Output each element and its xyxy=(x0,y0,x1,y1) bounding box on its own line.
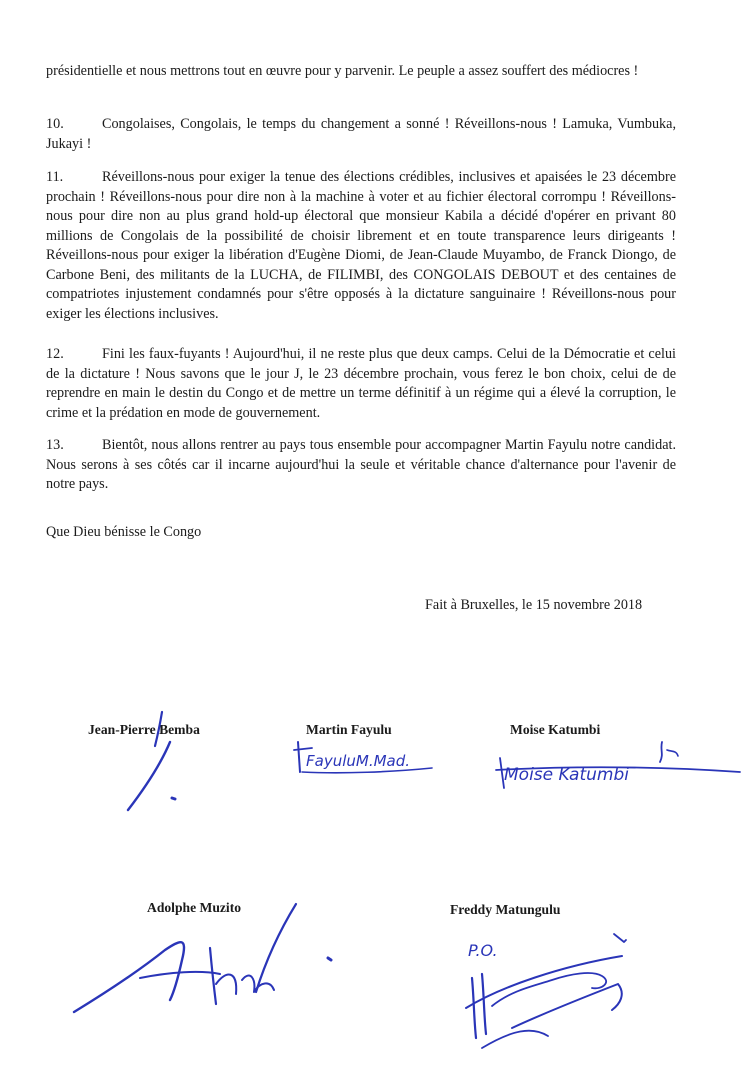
signature-fayulu xyxy=(292,738,442,778)
item-text: Bientôt, nous allons rentrer au pays tous ensemble pour accompagner Martin Fayulu notre candidat. Nous serons à ses côtés car il incarne aujourd'hui la seule et véritable chance d'alternance pour l'avenir de notre pays. xyxy=(46,437,676,492)
signatory-name-bemba: Jean-Pierre Bemba xyxy=(88,722,200,737)
signature-fayulu-text: FayuluM.Mad. xyxy=(306,752,411,770)
item-number: 11. xyxy=(46,169,64,185)
list-item-10 xyxy=(46,115,676,154)
signature-bemba xyxy=(110,706,200,816)
intro-text: présidentielle et nous mettrons tout en œuvre pour y parvenir. Le peuple a assez souffert des médiocres ! xyxy=(46,63,639,79)
signatory-name-fayulu: Martin Fayulu xyxy=(306,722,392,737)
item-text: Congolaises, Congolais, le temps du changement a sonné ! Réveillons-nous ! Lamuka, Vumbuka, Jukayi ! xyxy=(46,116,676,152)
place-date: Fait à Bruxelles, le 15 novembre 2018 xyxy=(425,597,643,613)
item-number: 13. xyxy=(46,437,64,453)
list-item-13 xyxy=(46,436,676,495)
signature-matungulu xyxy=(452,930,652,1050)
list-item-12 xyxy=(46,345,676,423)
signatory-name-matungulu: Freddy Matungulu xyxy=(450,902,561,917)
signatory-name-katumbi: Moise Katumbi xyxy=(510,722,601,737)
signature-matungulu-po: P.O. xyxy=(468,941,498,960)
item-number: 12. xyxy=(46,346,64,362)
intro-continuation xyxy=(46,62,676,82)
signature-katumbi xyxy=(492,740,742,800)
item-text: Réveillons-nous pour exiger la tenue des élections crédibles, inclusives et apaisées le 23 décembre prochain ! Réveillons-nous pour dire non à la machine à voter et au fichier électoral corrompu ! Réveillons-nous pour dire non au plus grand hold-up électoral que monsieur Kabila a décidé d'opérer en privant 80 millions de Congolais de la possibilité de choisir librement et en toute transparence leurs dirigeants ! Réveillons-nous pour exiger la libération d'Eugène Diomi, de Jean-Claude Muyambo, de Franck Diongo, de Carbone Beni, des militants de la LUCHA, de FILIMBI, des CONGOLAIS DEBOUT et des centaines de compatriotes injustement condamnés pour s'être opposés à la dictature sanguinaire ! Réveillons-nous pour exiger les élections inclusives. xyxy=(46,169,676,322)
signature-katumbi-text: Moise Katumbi xyxy=(504,765,629,785)
item-number: 10. xyxy=(46,116,64,132)
item-text: Fini les faux-fuyants ! Aujourd'hui, il ne reste plus que deux camps. Celui de la Démocratie et celui de la dictature ! Nous savons que le jour J, le 23 décembre prochain, vous ferez le bon choix, celui de de reprendre en main le destin du Congo et de mettre un terme définitif à un régime qui a élevé la corruption, le crime et la prédation en mode de gouvernement. xyxy=(46,346,676,421)
signatory-name-muzito: Adolphe Muzito xyxy=(147,900,242,915)
blessing: Que Dieu bénisse le Congo xyxy=(46,524,202,540)
signature-muzito xyxy=(70,900,350,1020)
list-item-11 xyxy=(46,168,676,324)
